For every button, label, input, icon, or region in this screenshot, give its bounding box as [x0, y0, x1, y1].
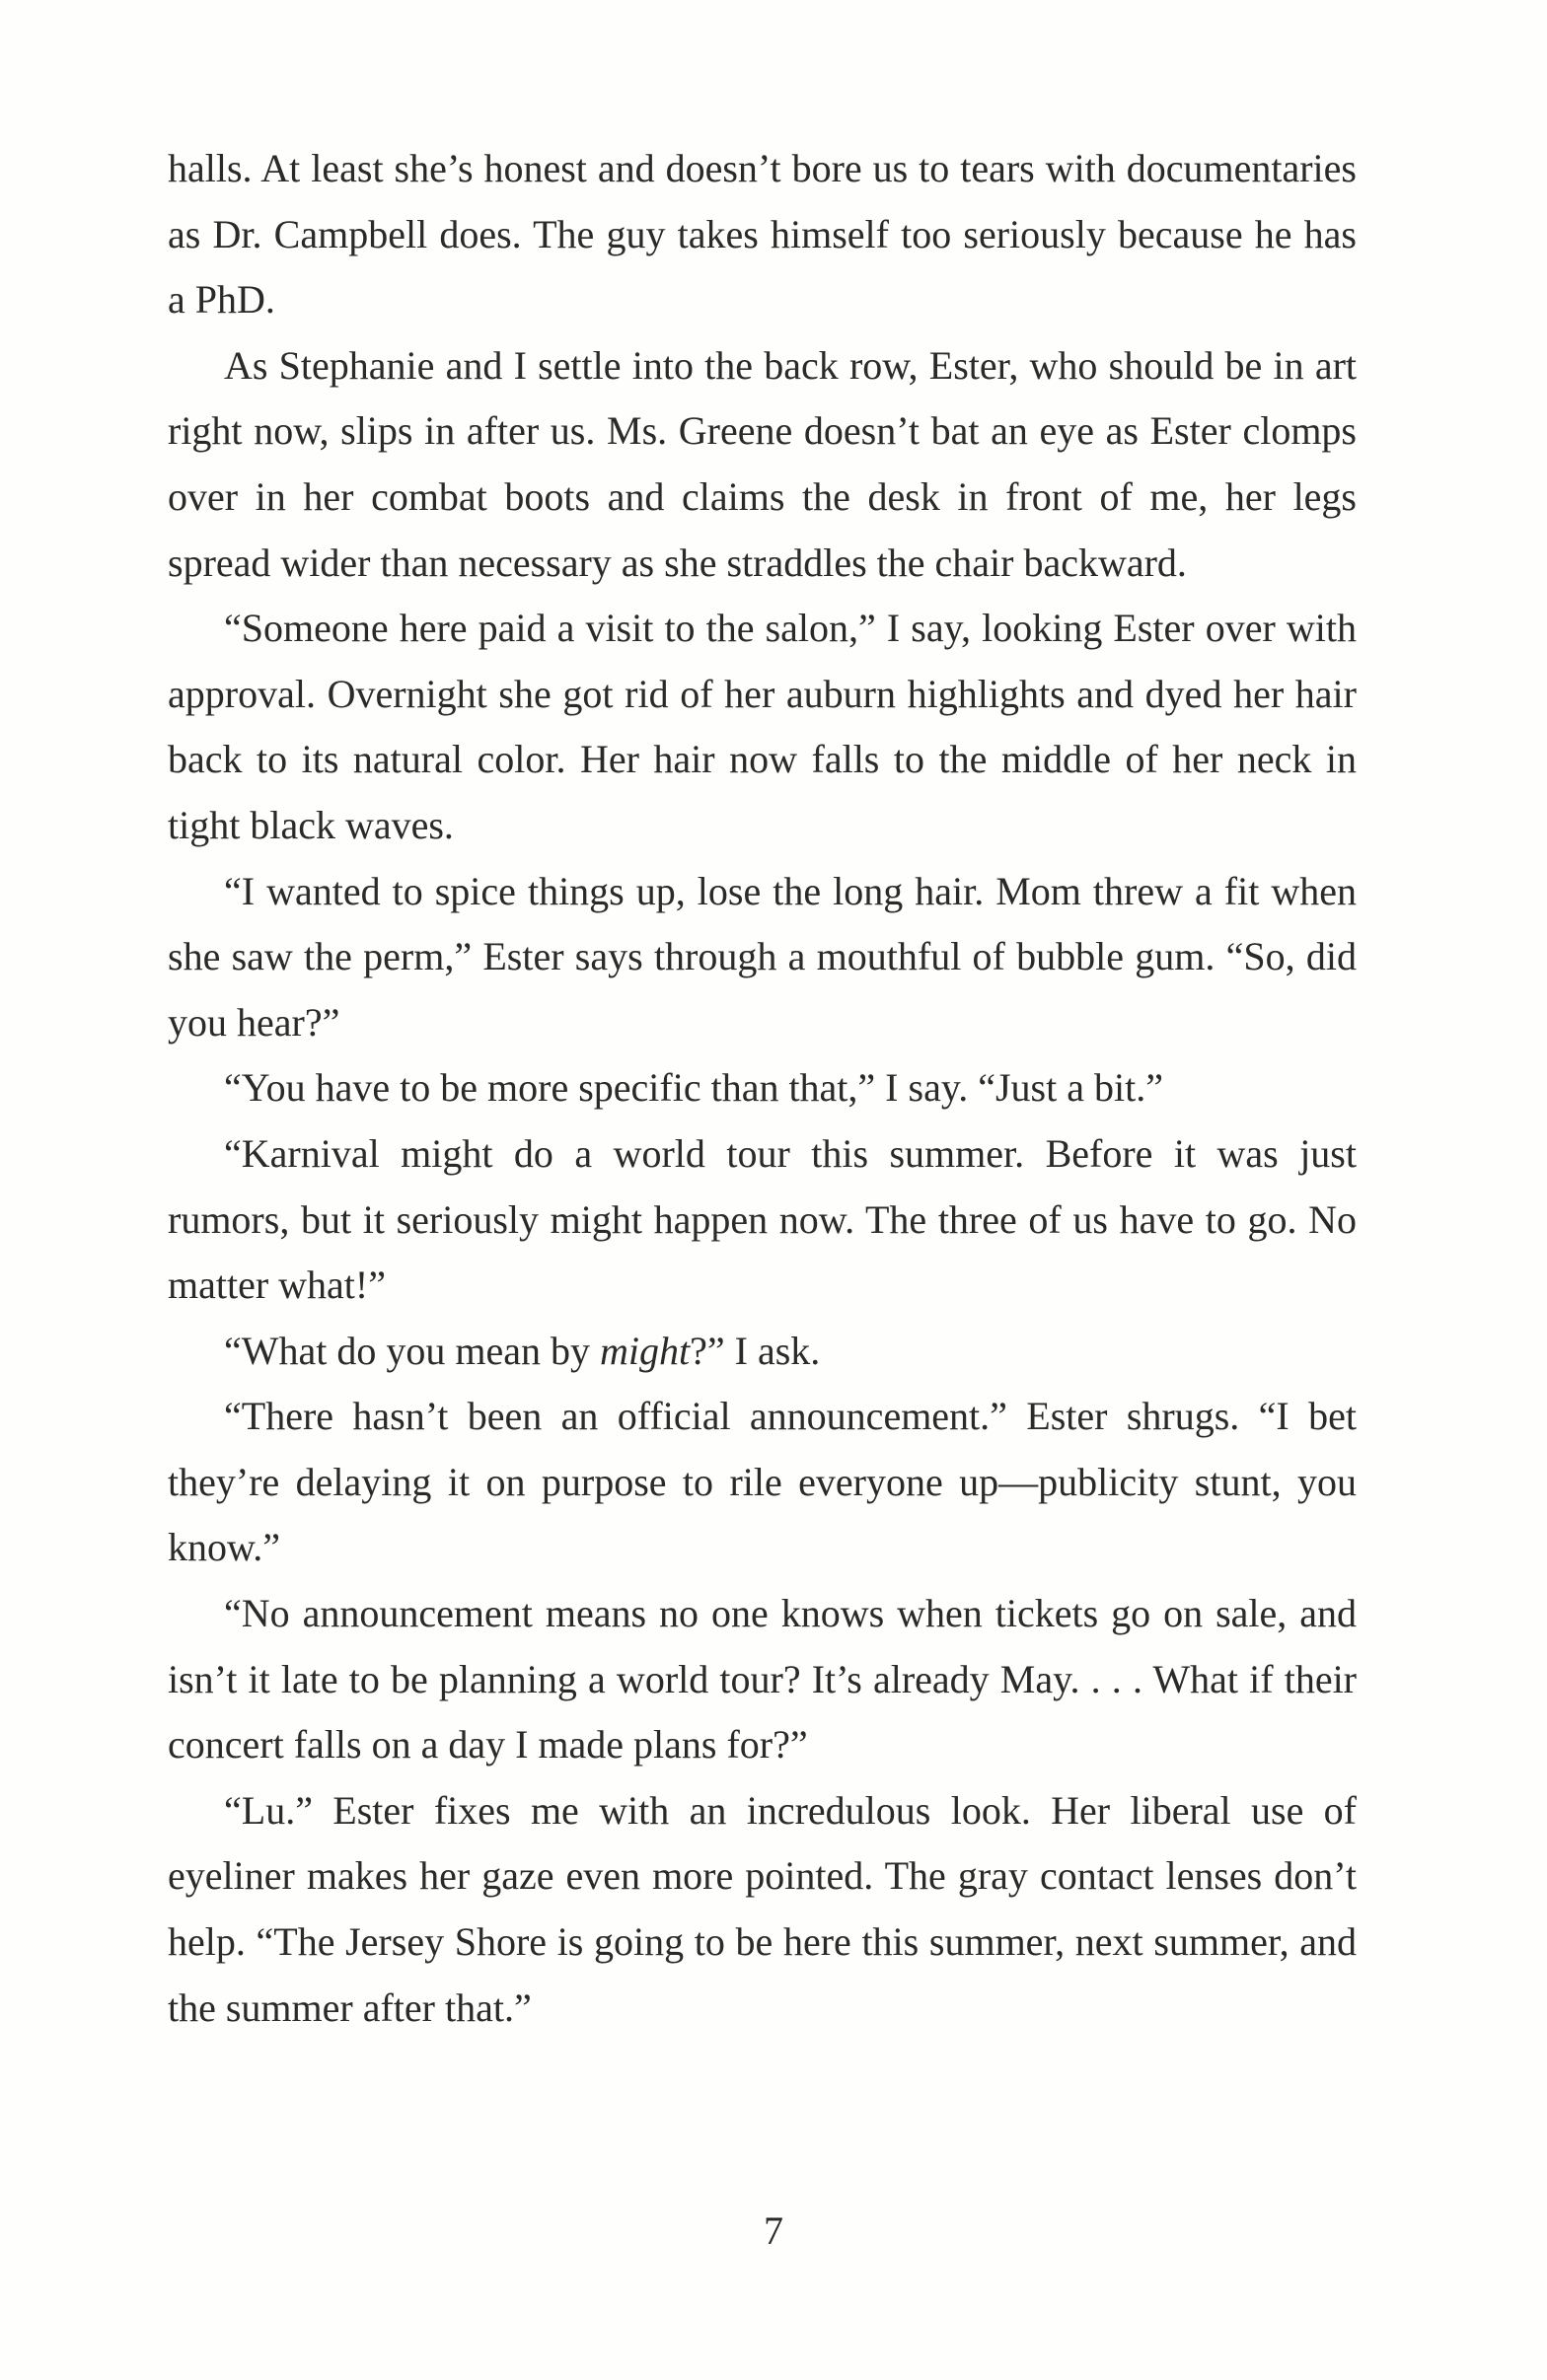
- paragraph-1: halls. At least she’s honest and doesn’t bore us to tears with documentaries as Dr. Campbell does. The guy takes himself too seriously because he has a PhD.: [168, 146, 1357, 323]
- paragraph-3: “Someone here paid a visit to the salon,” I say, looking Ester over with approval. Overnight she got rid of her auburn highlights and dyed her hair back to its natural color. Her hair now falls to the middle of her neck in tight black waves.: [168, 606, 1357, 847]
- paragraph-4: “I wanted to spice things up, lose the long hair. Mom threw a fit when she saw the perm,” Ester says through a mouthful of bubble gum. “So, did you hear?”: [168, 868, 1357, 1045]
- paragraph-5: “You have to be more specific than that,” I say. “Just a bit.”: [224, 1065, 1163, 1111]
- body-text: [168, 136, 1357, 2041]
- page-number: 7: [764, 2208, 783, 2253]
- paragraph-7-after: ?” I ask.: [690, 1328, 821, 1373]
- paragraph-9: “No announcement means no one knows when tickets go on sale, and isn’t it late to be planning a world tour? It’s already May. . . . What if their concert falls on a day I made plans for?”: [168, 1591, 1357, 1767]
- paragraph-7-emphasis: might: [600, 1328, 691, 1373]
- paragraph-6: “Karnival might do a world tour this summer. Before it was just rumors, but it seriously might happen now. The three of us have to go. No matter what!”: [168, 1130, 1357, 1308]
- paragraph-7: [168, 1319, 1357, 1385]
- paragraph-7-before: “What do you mean by: [224, 1328, 600, 1373]
- paragraph-8: “There hasn’t been an official announcement.” Ester shrugs. “I bet they’re delaying it on purpose to rile everyone up—publicity stunt, you know.”: [168, 1394, 1357, 1570]
- paragraph-2: As Stephanie and I settle into the back row, Ester, who should be in art right now, slips in after us. Ms. Greene doesn’t bat an eye as Ester clomps over in her combat boots and claims the desk in front of me, her legs spread wider than necessary as she straddles the chair backward.: [168, 342, 1357, 585]
- paragraph-10: “Lu.” Ester fixes me with an incredulous look. Her liberal use of eyeliner makes her gaze even more pointed. The gray contact lenses don’t help. “The Jersey Shore is going to be here this summer, next summer, and the summer after that.”: [168, 1787, 1357, 2030]
